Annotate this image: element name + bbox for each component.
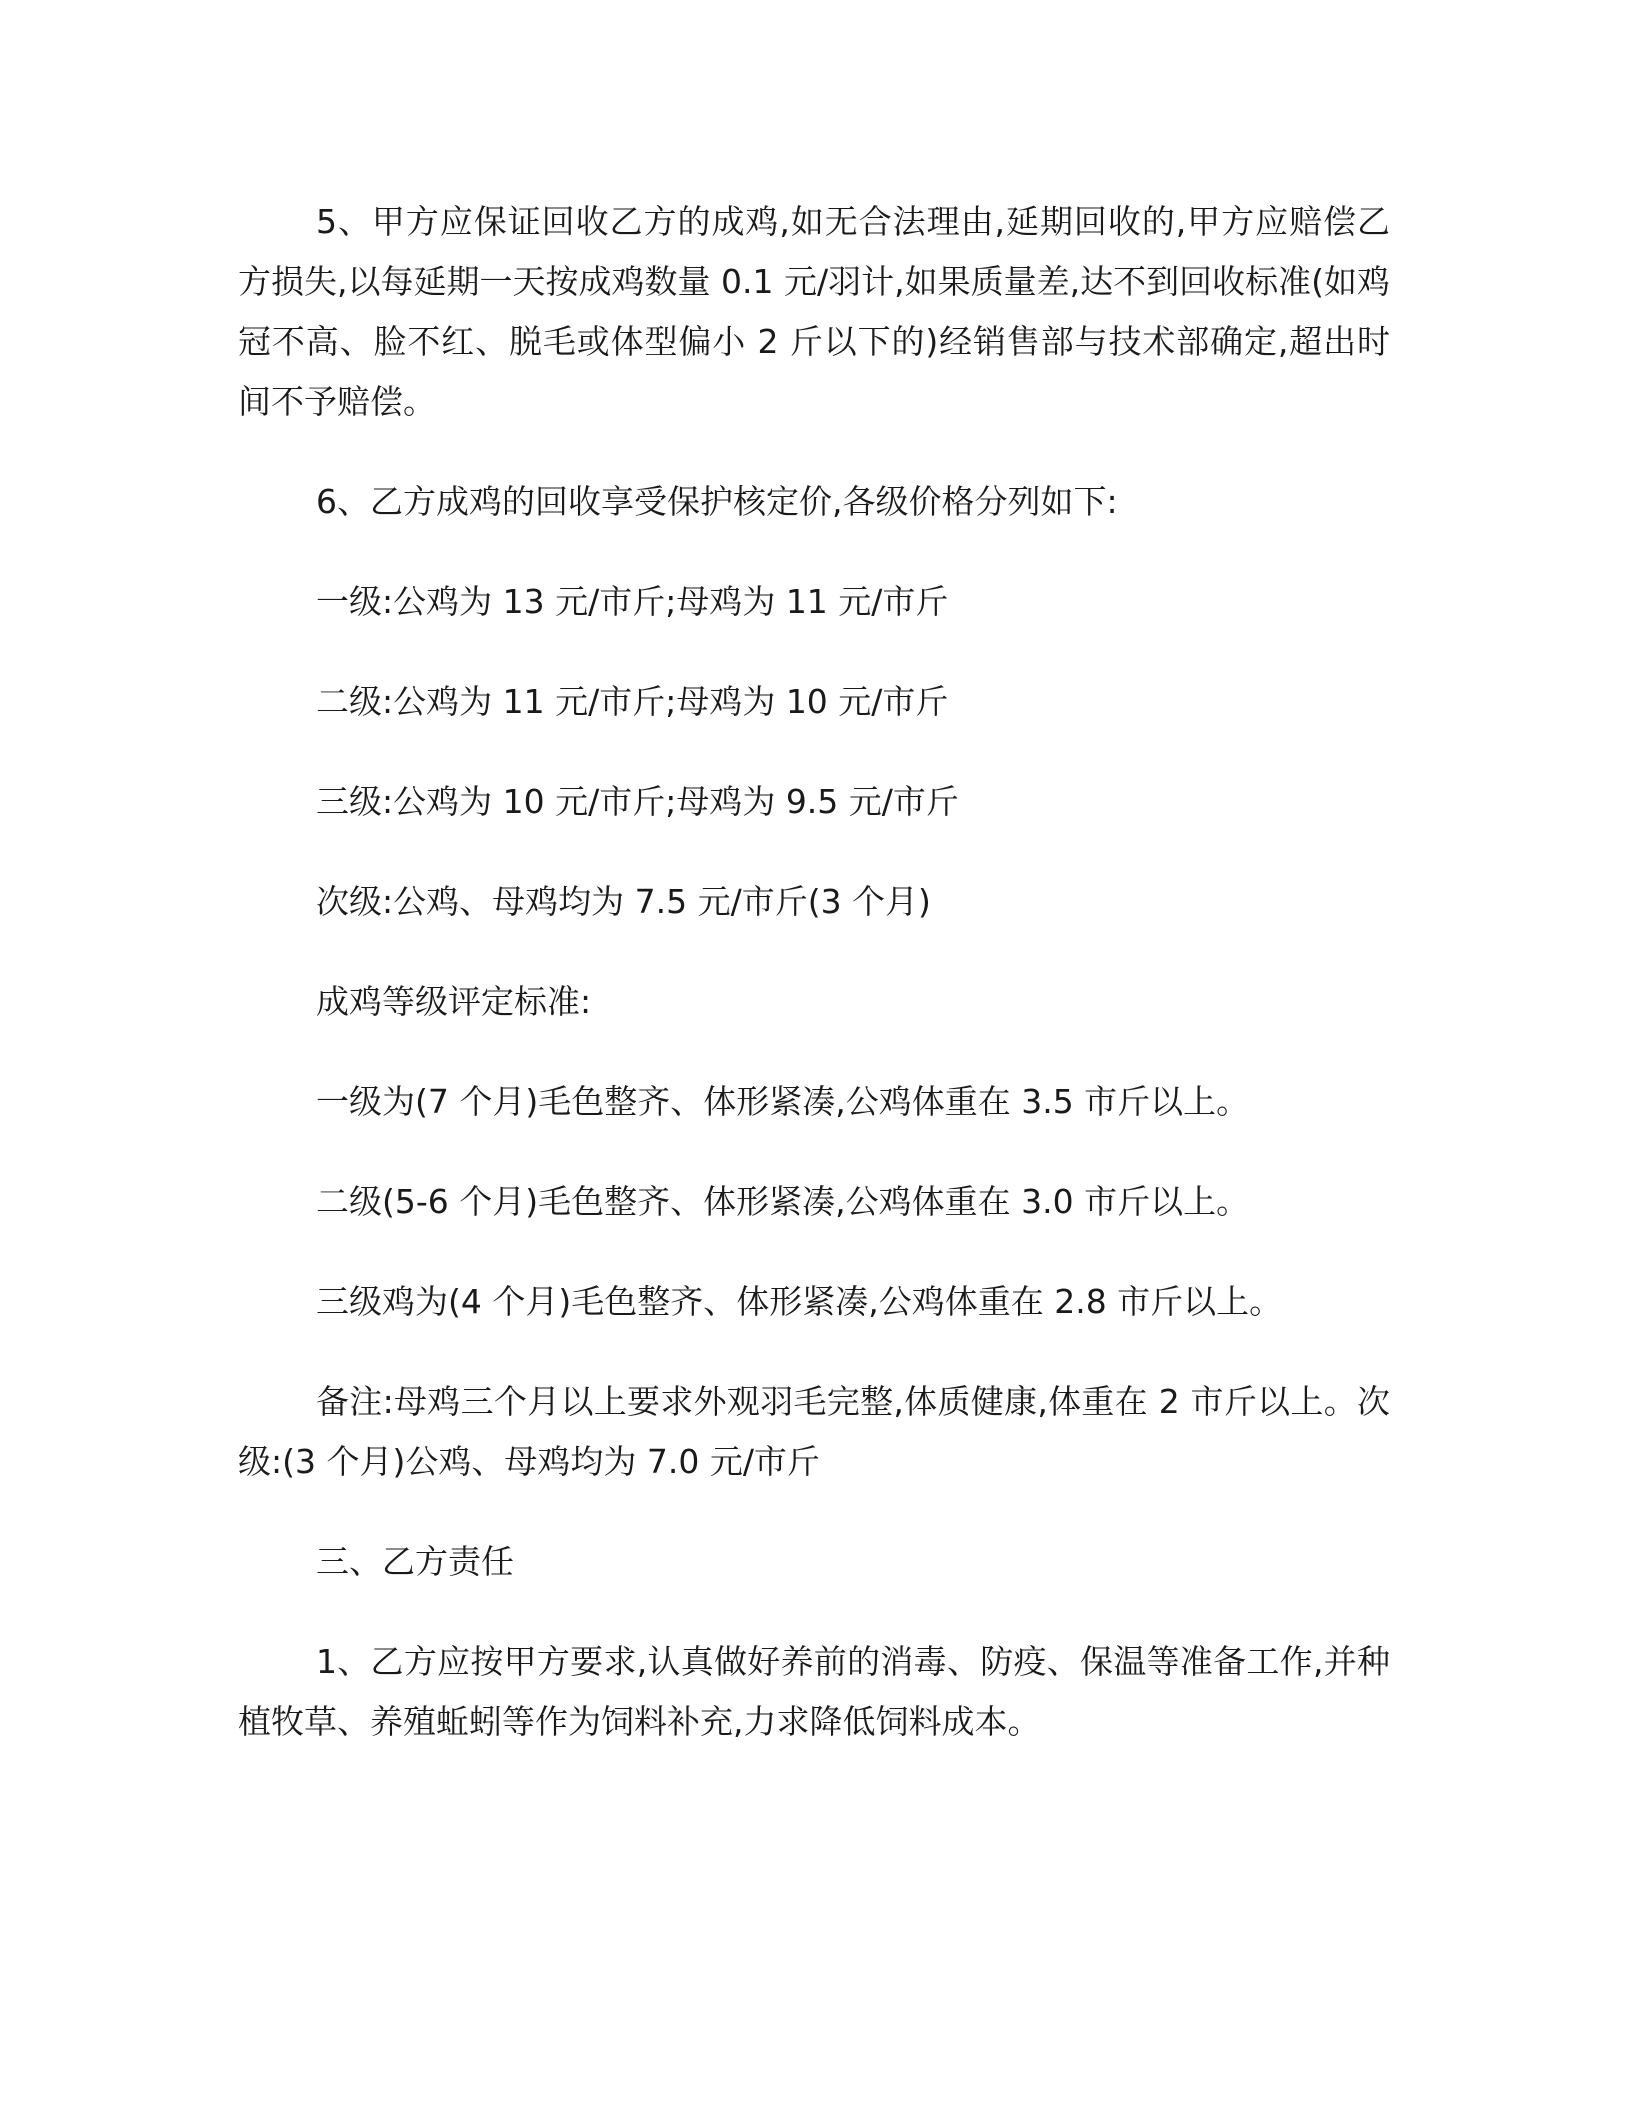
party-b-duty-1: 1、乙方应按甲方要求,认真做好养前的消毒、防疫、保温等准备工作,并种植牧草、养殖蚯蚓等作为饲料补充,力求降低饲料成本。 — [238, 1642, 1390, 1741]
price-grade-2: 二级:公鸡为 11 元/市斤;母鸡为 10 元/市斤 — [316, 682, 949, 721]
remark-paragraph: 备注:母鸡三个月以上要求外观羽毛完整,体质健康,体重在 2 市斤以上。次级:(3 个月)公鸡、母鸡均为 7.0 元/市斤 — [238, 1382, 1390, 1481]
grading-standard-2: 二级(5-6 个月)毛色整齐、体形紧凑,公鸡体重在 3.0 市斤以上。 — [316, 1182, 1250, 1221]
grading-standard-1: 一级为(7 个月)毛色整齐、体形紧凑,公鸡体重在 3.5 市斤以上。 — [316, 1082, 1250, 1121]
price-grade-3: 三级:公鸡为 10 元/市斤;母鸡为 9.5 元/市斤 — [316, 782, 959, 821]
document-body — [238, 192, 1390, 1752]
price-grade-1: 一级:公鸡为 13 元/市斤;母鸡为 11 元/市斤 — [316, 582, 949, 621]
grading-standard-heading: 成鸡等级评定标准: — [316, 982, 592, 1021]
price-grade-sub: 次级:公鸡、母鸡均为 7.5 元/市斤(3 个月) — [316, 882, 931, 921]
clause-6-paragraph: 6、乙方成鸡的回收享受保护核定价,各级价格分列如下: — [316, 482, 1118, 521]
clause-5-paragraph: 5、甲方应保证回收乙方的成鸡,如无合法理由,延期回收的,甲方应赔偿乙方损失,以每延期一天按成鸡数量 0.1 元/羽计,如果质量差,达不到回收标准(如鸡冠不高、脸不红、脱毛或体型偏小 2 斤以下的)经销售部与技术部确定,超出时间不予赔偿。 — [238, 202, 1390, 421]
grading-standard-3: 三级鸡为(4 个月)毛色整齐、体形紧凑,公鸡体重在 2.8 市斤以上。 — [316, 1282, 1283, 1321]
section-heading-party-b-duties: 三、乙方责任 — [316, 1542, 514, 1581]
